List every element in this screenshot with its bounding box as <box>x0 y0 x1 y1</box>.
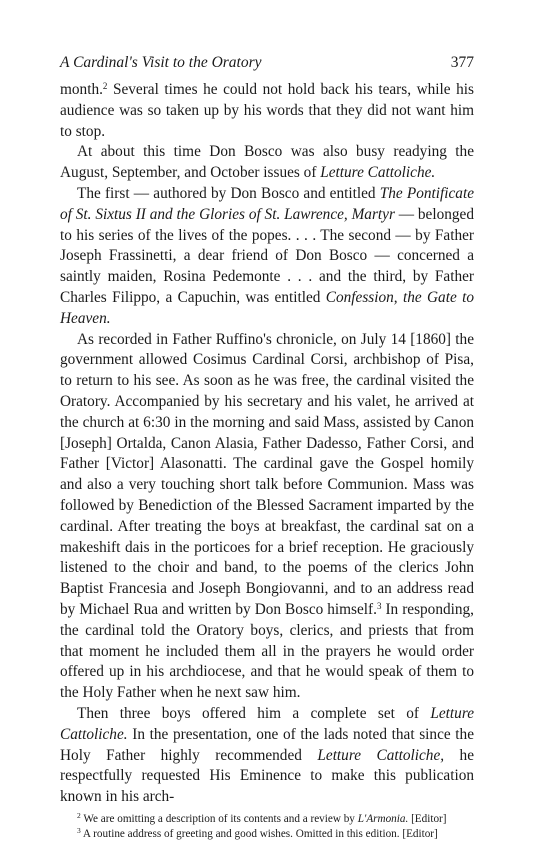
text-run: The first — authored by Don Bosco and entitled <box>77 184 380 202</box>
text-run: In the presentation, one of the lads noted that since the Holy Father highly recommended <box>60 725 474 764</box>
italic-text: L'Armonia. <box>357 812 409 825</box>
text-run: At about this time Don Bosco was also busy readying the August, September, and October issues of <box>60 143 474 182</box>
footnote <box>60 827 474 842</box>
text-run: A routine address of greeting and good wishes. Omitted in this edition. [Editor] <box>80 827 438 840</box>
running-title: A Cardinal's Visit to the Oratory <box>60 54 262 71</box>
page-header <box>60 54 474 76</box>
footnote-marker: 3 <box>376 600 382 611</box>
text-run: As recorded in Father Ruffino's chronicle, on July 14 [1860] the government allowed Cosimus Cardinal Corsi, archbishop of Pisa, to return to his see. As soon as he was free, the cardinal visited the Oratory. Accompanied by his secretary and his valet, he arrived at the church at 6:30 in the morning and said Mass, assisted by Canon [Joseph] Ortalda, Canon Alasia, Father Dadesso, Father Corsi, and Father [Victor] Alasonatti. The cardinal gave the Gospel homily and also a very touching short talk before Communion. Mass was followed by Benediction of the Blessed Sacrament imparted by the cardinal. After treating the boys at breakfast, the cardinal sat on a makeshift dais in the porticoes for a brief reception. He graciously listened to the choir and band, to the poems of the clerics John Baptist Francesia and Joseph Bongiovanni, and to an address read by Michael Rua and written by Don Bosco himself. <box>60 330 474 618</box>
footnote <box>60 812 474 827</box>
footnotes <box>60 812 474 842</box>
footnote-marker: 2 <box>77 810 81 820</box>
footnote-marker: 2 <box>102 81 108 91</box>
italic-text: Letture Cattoliche. <box>320 164 436 182</box>
footnote-marker: 3 <box>77 825 81 835</box>
text-run: We are omitting a description of its contents and a review by <box>80 812 358 825</box>
italic-text: Confession, the Gate to Heaven. <box>60 288 474 327</box>
text-run: In responding, the cardinal told the Oratory boys, clerics, and priests that from that moment he included them all in the prayers he would order offered up in his archdiocese, and that he would speak of them to the Holy Father when he next saw him. <box>60 600 474 702</box>
text-run: Then three boys offered him a complete set of <box>77 704 431 722</box>
paragraph <box>60 704 474 808</box>
italic-text: Letture Cattoliche, <box>317 746 445 764</box>
body-text <box>60 80 474 842</box>
text-run: Several times he could not hold back his tears, while his audience was so taken up by his words that they did not want him to stop. <box>60 81 474 140</box>
paragraph <box>60 184 474 330</box>
text-run: he respectfully requested His Eminence to make this publication known in his arch- <box>60 746 474 806</box>
italic-text: Letture Cattoliche. <box>60 704 474 743</box>
paragraph <box>60 142 474 184</box>
text-run: — belonged to his series of the lives of the popes. . . . The second — by Father Joseph Frassinetti, a dear friend of Don Bosco — concerned a saintly maiden, Rosina Pedemonte . . . and the third, by Father Charles Filippo, a Capuchin, was entitled <box>60 205 474 306</box>
italic-text: The Pontificate of St. Sixtus II and the Glories of St. Lawrence, Martyr <box>60 184 474 223</box>
page-number: 377 <box>450 54 474 71</box>
text-run: [Editor] <box>408 812 447 825</box>
text-run: month. <box>60 81 103 98</box>
paragraph <box>60 80 474 142</box>
paragraph <box>60 330 474 704</box>
